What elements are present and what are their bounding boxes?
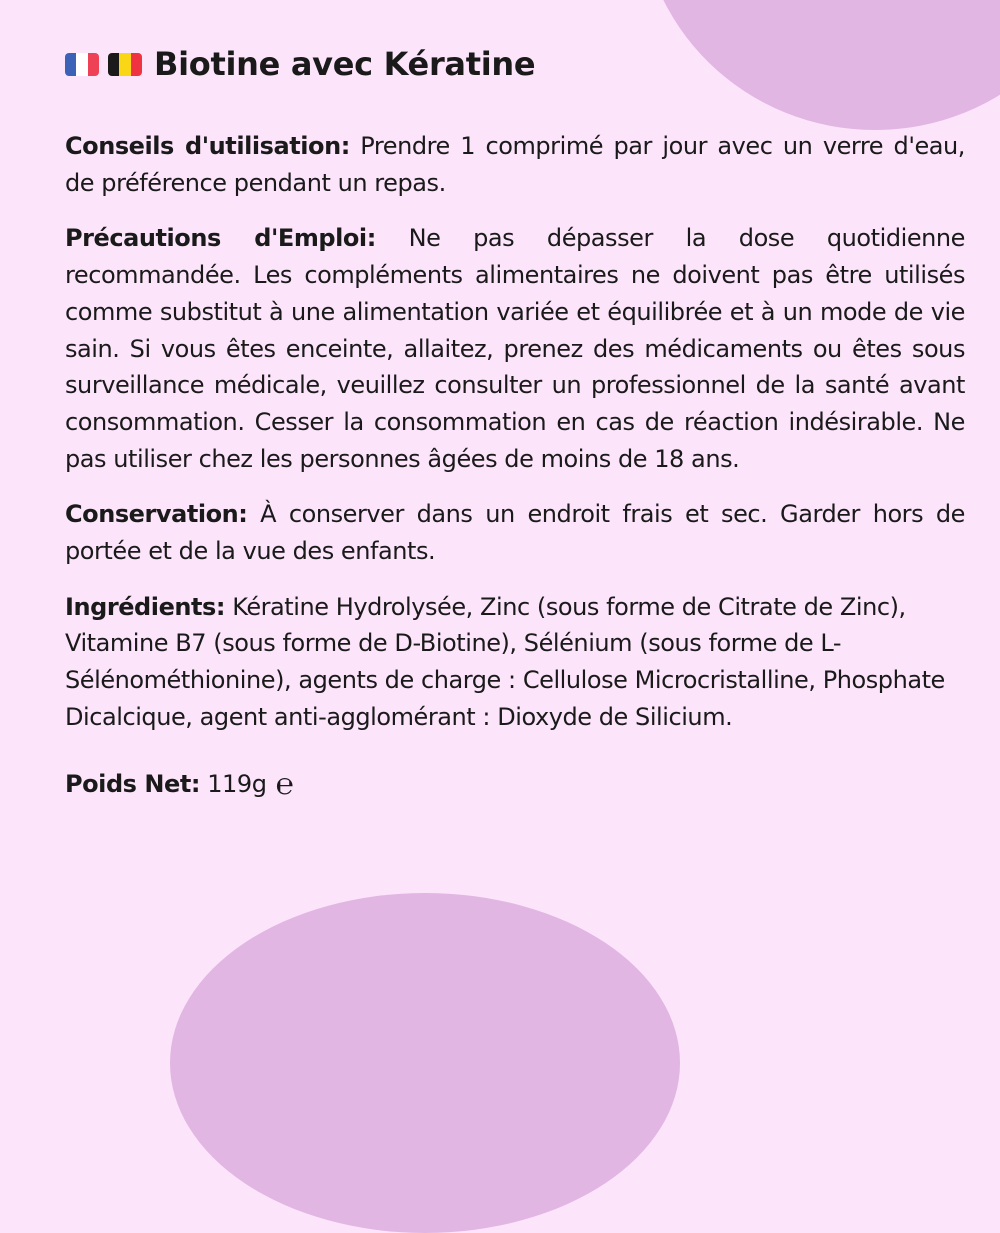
section-label: Conservation: [65, 500, 248, 529]
belgium-flag-icon [108, 53, 142, 76]
product-info [65, 128, 965, 803]
storage-section [65, 496, 965, 569]
france-flag-icon [65, 53, 99, 76]
ingredients-section [65, 589, 965, 736]
section-text: À conserver dans un endroit frais et sec. Garder hors de portée et de la vue des enfants. [65, 500, 965, 566]
section-label: Conseils d'utilisation: [65, 132, 350, 160]
net-weight-value: 119g [200, 769, 267, 798]
section-text: Prendre 1 comprimé par jour avec un verre d'eau, de préférence pendant un repas. [65, 132, 965, 197]
section-label: Précautions d'Emploi: [65, 224, 376, 253]
section-text: Ne pas dépasser la dose quotidienne recommandée. Les compléments alimentaires ne doivent pas être utilisés comme substitut à une alimentation variée et équilibrée et à un mode de vie sain. Si vous êtes enceinte, allaitez, prenez des médicaments ou êtes sous surveillance médicale, veuillez consulter un professionnel de la santé avant consommation. Cesser la consommation en cas de réaction indésirable. Ne pas utiliser chez les personnes âgées de moins de 18 ans. [65, 224, 965, 473]
precautions-section [65, 220, 965, 477]
usage-advice-section [65, 128, 965, 201]
estimated-sign-icon: ℮ [275, 766, 294, 802]
section-label: Ingrédients: [65, 592, 226, 621]
header [65, 45, 535, 83]
decorative-blob-bottom [170, 893, 680, 1233]
section-text: Kératine Hydrolysée, Zinc (sous forme de Citrate de Zinc), Vitamine B7 (sous forme de D-Biotine), Sélénium (sous forme de L-Sélénométhionine), agents de charge : Cellulose Microcristalline, Phosphate Dicalcique, agent anti-agglomérant : Dioxyde de Silicium. [65, 592, 945, 731]
decorative-blob-top [640, 0, 1000, 130]
net-weight-label: Poids Net: [65, 769, 201, 798]
net-weight [65, 766, 965, 804]
page-title: Biotine avec Kératine [154, 45, 536, 83]
